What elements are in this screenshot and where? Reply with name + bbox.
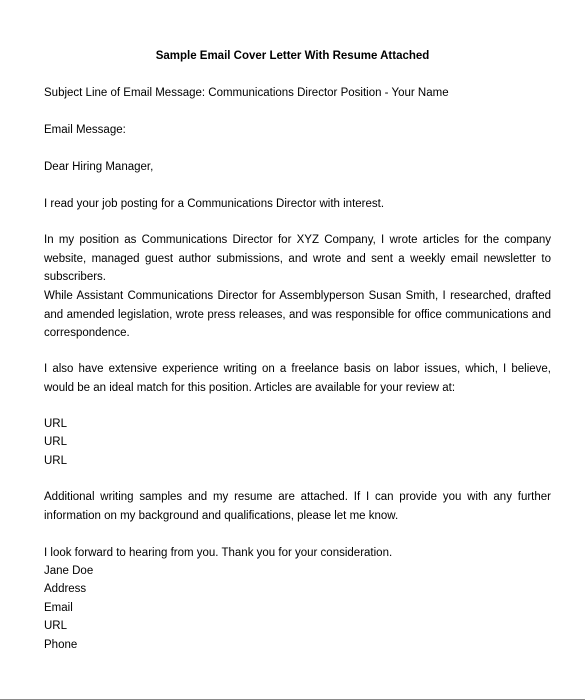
signature-address: Address xyxy=(44,583,87,595)
email-message-label: Email Message: xyxy=(44,124,126,136)
signature-url: URL xyxy=(44,620,68,632)
signature-name: Jane Doe xyxy=(44,565,94,577)
subject-line: Subject Line of Email Message: Communications Director Position - Your Name xyxy=(44,87,449,99)
paragraph-additional-samples: Additional writing samples and my resume are attached. If I can provide you with any further information on my background and qualifications, please let me know. xyxy=(44,491,551,522)
url-line-1: URL xyxy=(44,418,68,430)
paragraph-freelance-experience: I also have extensive experience writing on a freelance basis on labor issues, which, I believe, would be an ideal match for this position. Articles are available for your review at: xyxy=(44,363,551,394)
document-title: Sample Email Cover Letter With Resume Attached xyxy=(155,50,430,62)
paragraph-job-posting: I read your job posting for a Communications Director with interest. xyxy=(44,198,385,210)
paragraph-current-position: In my position as Communications Director for XYZ Company, I wrote articles for the company website, managed guest author submissions, and wrote and sent a weekly email newsletter to subscribers. xyxy=(44,234,551,283)
url-line-3: URL xyxy=(44,455,68,467)
signature-email: Email xyxy=(44,602,73,614)
salutation: Dear Hiring Manager, xyxy=(44,161,154,173)
signature-phone: Phone xyxy=(44,639,78,651)
paragraph-assistant-role: While Assistant Communications Director for Assemblyperson Susan Smith, I researched, drafted and amended legislation, wrote press releases, and was responsible for office communications and correspondence. xyxy=(44,290,551,339)
url-line-2: URL xyxy=(44,436,68,448)
closing-line: I look forward to hearing from you. Thank you for your consideration. xyxy=(44,547,393,559)
